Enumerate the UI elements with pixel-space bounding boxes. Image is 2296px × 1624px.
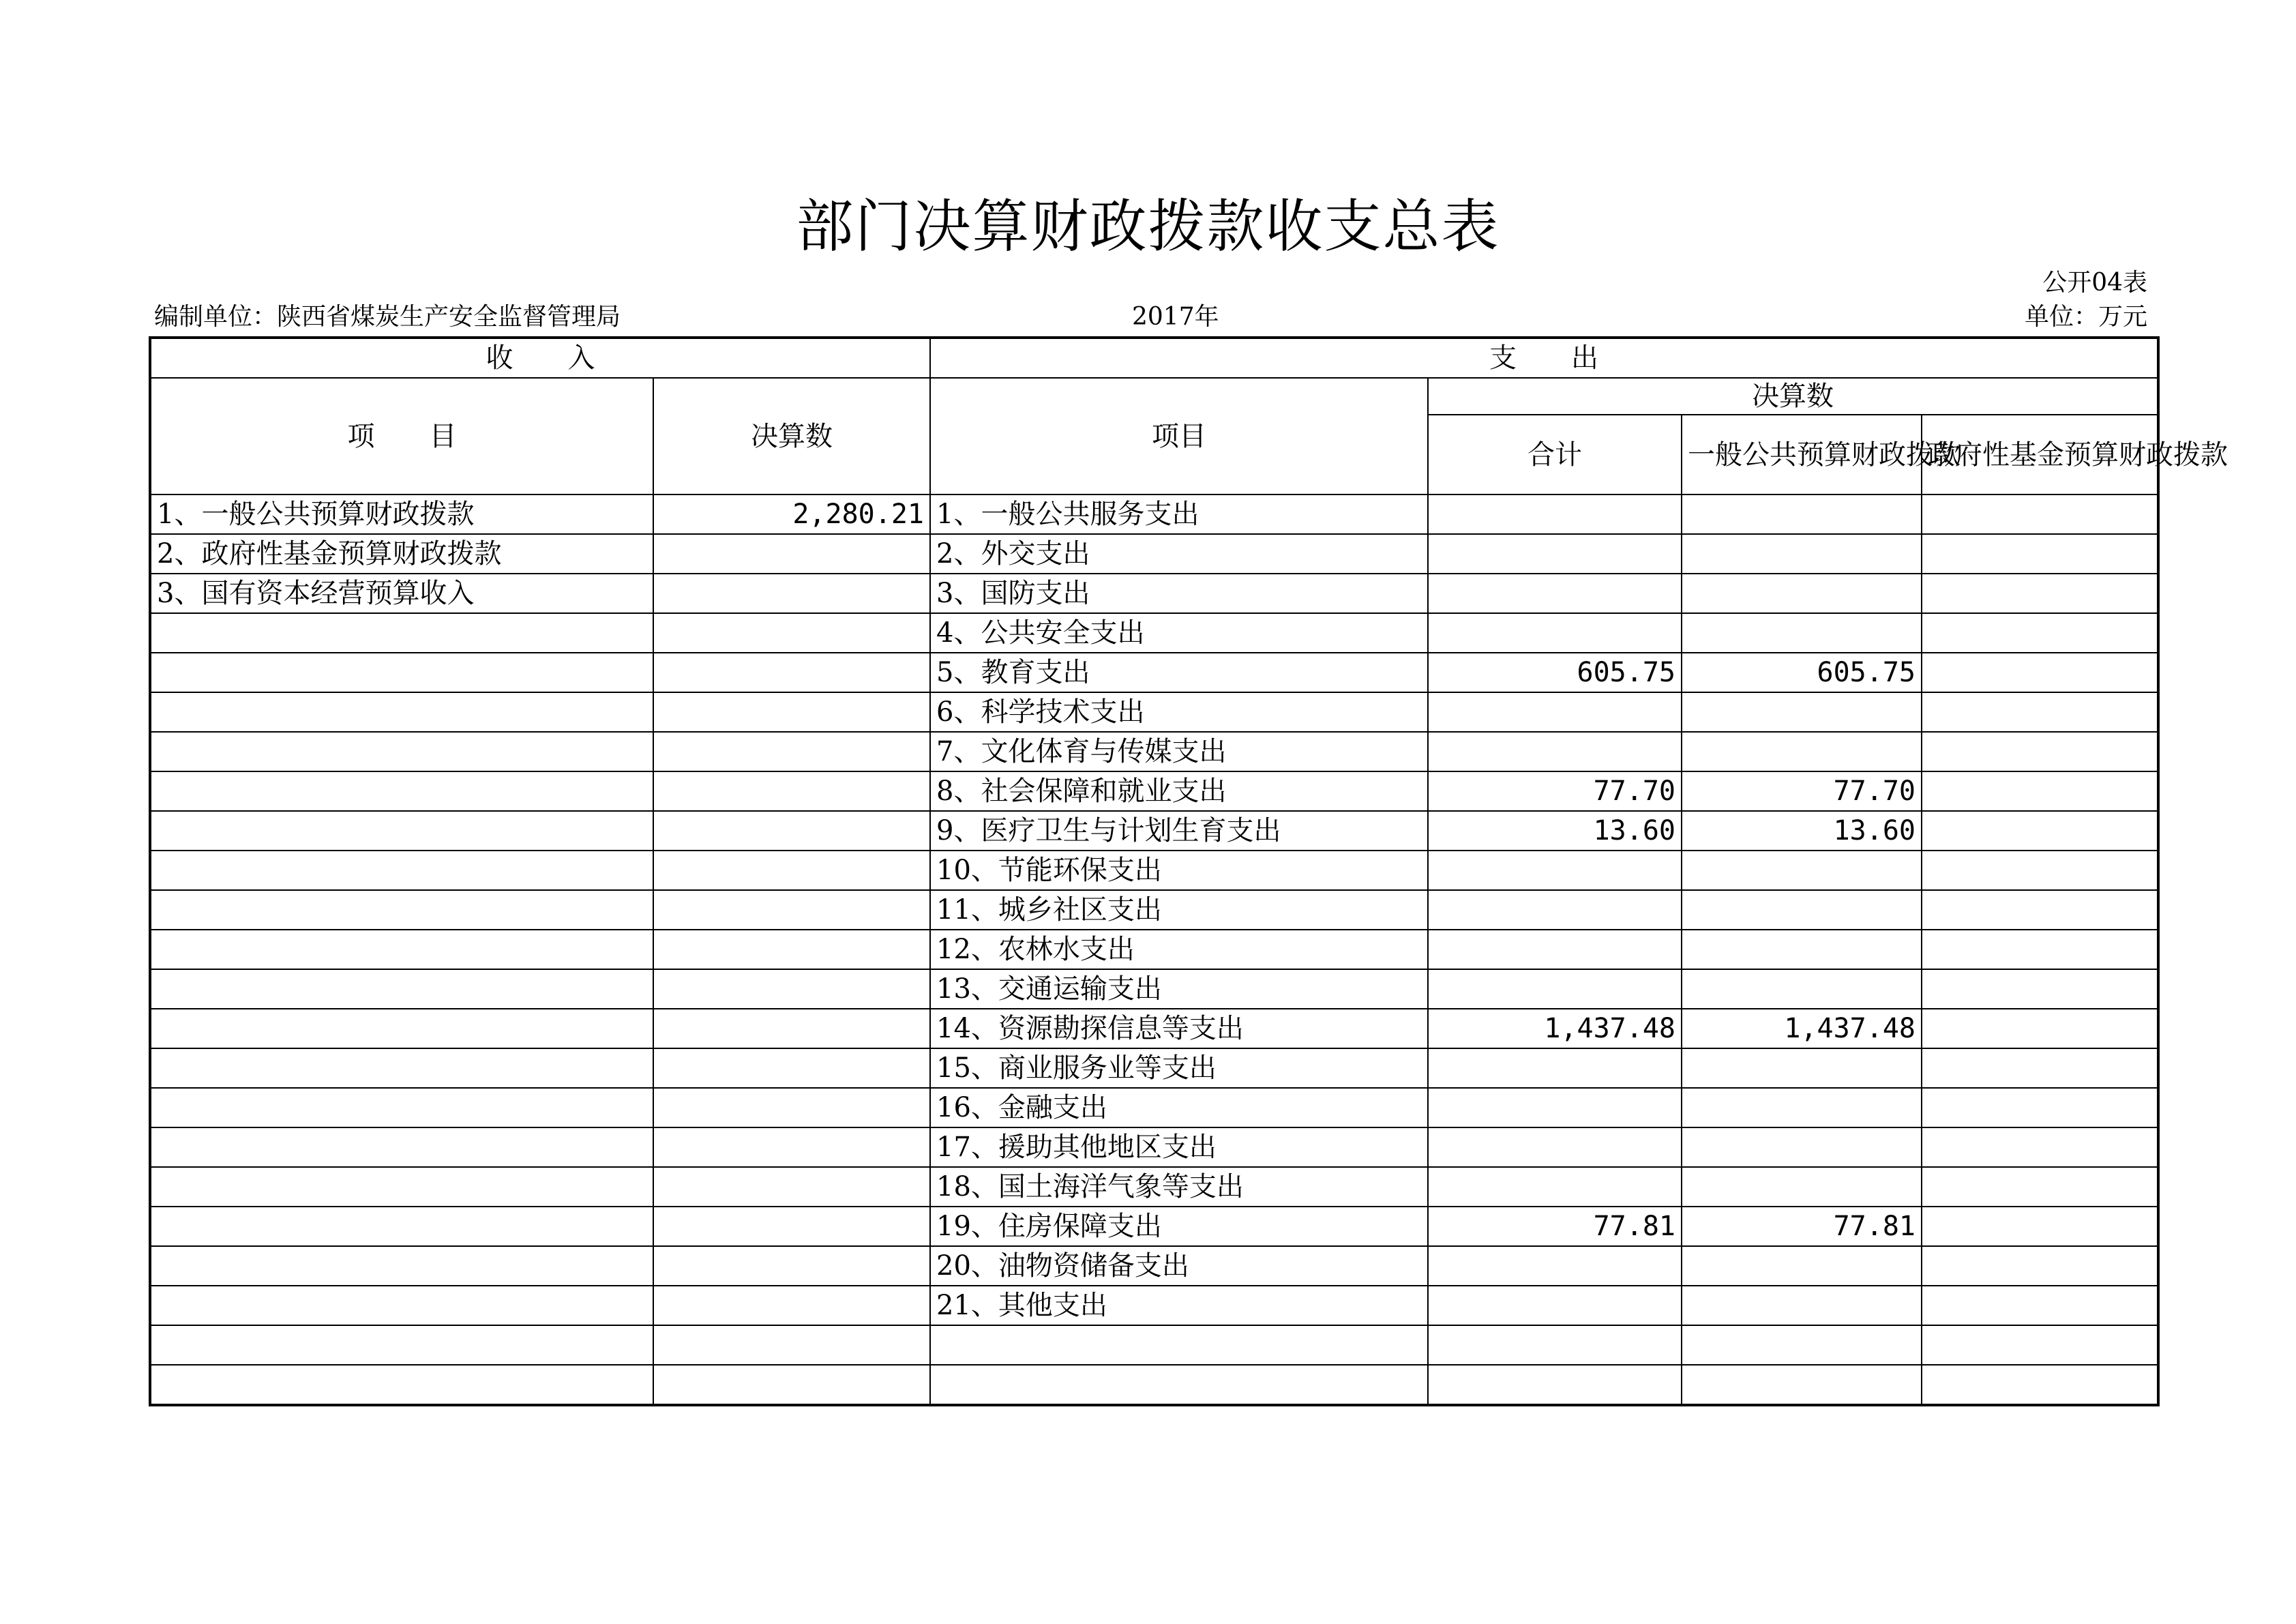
general-budget-cell	[1682, 613, 1922, 653]
general-budget-cell	[1682, 692, 1922, 732]
table-row	[150, 1325, 2158, 1365]
general-budget-cell	[1682, 1286, 1922, 1325]
expense-item-cell	[930, 1365, 1428, 1405]
table-row	[150, 1286, 2158, 1325]
expense-total-cell	[1428, 890, 1682, 930]
expense-item-cell: 3、国防支出	[930, 574, 1428, 613]
expense-item-cell: 15、商业服务业等支出	[930, 1048, 1428, 1088]
gov-fund-cell	[1922, 851, 2158, 890]
fiscal-appropriation-table	[149, 336, 2228, 1406]
expense-item-cell: 18、国土海洋气象等支出	[930, 1167, 1428, 1207]
table-row	[150, 732, 2158, 771]
table-row	[150, 1009, 2158, 1048]
income-item-cell: 2、政府性基金预算财政拨款	[150, 534, 653, 574]
income-amount-cell	[653, 653, 930, 692]
income-item-cell	[150, 1167, 653, 1207]
income-item-cell	[150, 1325, 653, 1365]
report-year: 2017年	[1132, 303, 1219, 331]
income-item-cell	[150, 811, 653, 851]
expense-item-cell: 20、油物资储备支出	[930, 1246, 1428, 1286]
expense-item-cell: 9、医疗卫生与计划生育支出	[930, 811, 1428, 851]
table-row	[150, 494, 2158, 534]
expense-total-cell	[1428, 1088, 1682, 1127]
expense-total-cell: 605.75	[1428, 653, 1682, 692]
expense-item-cell: 6、科学技术支出	[930, 692, 1428, 732]
income-amount-cell	[653, 1246, 930, 1286]
table-row	[150, 1167, 2158, 1207]
income-item-cell	[150, 1088, 653, 1127]
gov-fund-cell	[1922, 1009, 2158, 1048]
income-item-cell	[150, 732, 653, 771]
expense-total-cell	[1428, 692, 1682, 732]
table-row	[150, 930, 2158, 969]
expense-amount-header: 决算数	[1428, 378, 2158, 415]
gov-fund-cell	[1922, 534, 2158, 574]
expense-total-cell	[1428, 613, 1682, 653]
general-budget-cell: 77.81	[1682, 1207, 1922, 1246]
general-budget-cell	[1682, 732, 1922, 771]
income-amount-cell	[653, 1009, 930, 1048]
income-item-cell: 3、国有资本经营预算收入	[150, 574, 653, 613]
expense-total-cell	[1428, 1246, 1682, 1286]
income-amount-cell	[653, 732, 930, 771]
general-budget-cell	[1682, 1365, 1922, 1405]
income-item-cell	[150, 1009, 653, 1048]
expense-item-cell: 12、农林水支出	[930, 930, 1428, 969]
general-budget-cell	[1682, 1127, 1922, 1167]
reporting-unit: 编制单位：陕西省煤炭生产安全监督管理局	[154, 303, 621, 331]
expense-total-cell	[1428, 969, 1682, 1009]
expense-item-cell: 2、外交支出	[930, 534, 1428, 574]
expense-item-cell: 16、金融支出	[930, 1088, 1428, 1127]
general-budget-cell	[1682, 1246, 1922, 1286]
table-row	[150, 811, 2158, 851]
income-item-cell	[150, 692, 653, 732]
expense-total-cell: 1,437.48	[1428, 1009, 1682, 1048]
income-item-cell	[150, 1286, 653, 1325]
gov-fund-cell	[1922, 1207, 2158, 1246]
income-item-cell	[150, 771, 653, 811]
table-row	[150, 613, 2158, 653]
gov-fund-cell	[1922, 930, 2158, 969]
income-amount-cell	[653, 692, 930, 732]
table-row	[150, 534, 2158, 574]
currency-unit: 单位：万元	[2024, 303, 2147, 331]
gov-fund-cell	[1922, 1286, 2158, 1325]
gov-fund-cell	[1922, 692, 2158, 732]
gov-fund-cell	[1922, 1088, 2158, 1127]
general-budget-cell	[1682, 1325, 1922, 1365]
gov-fund-cell	[1922, 890, 2158, 930]
general-budget-cell	[1682, 1088, 1922, 1127]
income-item-cell	[150, 1048, 653, 1088]
expense-total-cell	[1428, 1325, 1682, 1365]
general-budget-cell	[1682, 969, 1922, 1009]
income-amount-cell	[653, 1167, 930, 1207]
income-amount-cell	[653, 890, 930, 930]
income-amount-cell	[653, 1088, 930, 1127]
expense-total-cell	[1428, 534, 1682, 574]
expense-total-cell	[1428, 930, 1682, 969]
income-amount-cell	[653, 574, 930, 613]
table-row	[150, 851, 2158, 890]
income-item-cell	[150, 1365, 653, 1405]
expense-item-cell: 14、资源勘探信息等支出	[930, 1009, 1428, 1048]
expense-total-cell	[1428, 1286, 1682, 1325]
income-item-cell: 1、一般公共预算财政拨款	[150, 494, 653, 534]
gov-fund-cell	[1922, 653, 2158, 692]
income-amount-cell	[653, 534, 930, 574]
general-budget-cell	[1682, 574, 1922, 613]
income-amount-cell: 2,280.21	[653, 494, 930, 534]
expense-item-cell: 10、节能环保支出	[930, 851, 1428, 890]
general-budget-cell	[1682, 851, 1922, 890]
income-amount-cell	[653, 613, 930, 653]
income-amount-cell	[653, 969, 930, 1009]
income-amount-cell	[653, 1325, 930, 1365]
expense-item-cell: 8、社会保障和就业支出	[930, 771, 1428, 811]
table-row	[150, 890, 2158, 930]
expense-item-cell: 13、交通运输支出	[930, 969, 1428, 1009]
expense-total-cell: 77.70	[1428, 771, 1682, 811]
expense-item-header: 项目	[930, 378, 1428, 494]
general-budget-cell: 13.60	[1682, 811, 1922, 851]
gov-fund-cell	[1922, 1167, 2158, 1207]
expense-section-header: 支 出	[930, 338, 2158, 378]
income-item-cell	[150, 851, 653, 890]
table-row	[150, 1088, 2158, 1127]
income-amount-cell	[653, 1048, 930, 1088]
expense-item-cell: 4、公共安全支出	[930, 613, 1428, 653]
table-row	[150, 1048, 2158, 1088]
table-row	[150, 692, 2158, 732]
general-budget-cell	[1682, 1048, 1922, 1088]
gov-fund-cell	[1922, 1325, 2158, 1365]
gov-fund-cell	[1922, 1048, 2158, 1088]
table-row	[150, 1207, 2158, 1246]
table-row	[150, 1365, 2158, 1405]
gov-fund-cell	[1922, 1127, 2158, 1167]
table-row	[150, 969, 2158, 1009]
income-amount-cell	[653, 811, 930, 851]
expense-item-cell: 1、一般公共服务支出	[930, 494, 1428, 534]
general-budget-header: 一般公共预算财政拨款	[1682, 415, 1922, 494]
page-title: 部门决算财政拨款收支总表	[796, 193, 1500, 260]
income-amount-cell	[653, 930, 930, 969]
expense-total-cell	[1428, 732, 1682, 771]
table-row	[150, 574, 2158, 613]
table-row	[150, 771, 2158, 811]
general-budget-cell	[1682, 930, 1922, 969]
expense-total-cell	[1428, 851, 1682, 890]
income-amount-header: 决算数	[653, 378, 930, 494]
expense-total-cell	[1428, 494, 1682, 534]
gov-fund-header: 政府性基金预算财政拨款	[1922, 415, 2158, 494]
income-amount-cell	[653, 771, 930, 811]
expense-item-cell	[930, 1325, 1428, 1365]
general-budget-cell: 1,437.48	[1682, 1009, 1922, 1048]
gov-fund-cell	[1922, 1246, 2158, 1286]
expense-total-cell	[1428, 574, 1682, 613]
gov-fund-cell	[1922, 732, 2158, 771]
general-budget-cell	[1682, 1167, 1922, 1207]
general-budget-cell	[1682, 494, 1922, 534]
total-header: 合计	[1428, 415, 1682, 494]
income-amount-cell	[653, 1365, 930, 1405]
expense-item-cell: 17、援助其他地区支出	[930, 1127, 1428, 1167]
gov-fund-cell	[1922, 1365, 2158, 1405]
income-item-cell	[150, 1127, 653, 1167]
expense-total-cell	[1428, 1167, 1682, 1207]
income-item-cell	[150, 890, 653, 930]
expense-total-cell: 77.81	[1428, 1207, 1682, 1246]
expense-total-cell	[1428, 1365, 1682, 1405]
gov-fund-cell	[1922, 574, 2158, 613]
income-amount-cell	[653, 1127, 930, 1167]
general-budget-cell	[1682, 534, 1922, 574]
expense-total-cell: 13.60	[1428, 811, 1682, 851]
expense-total-cell	[1428, 1127, 1682, 1167]
expense-item-cell: 5、教育支出	[930, 653, 1428, 692]
expense-item-cell: 21、其他支出	[930, 1286, 1428, 1325]
table-row	[150, 653, 2158, 692]
general-budget-cell: 77.70	[1682, 771, 1922, 811]
income-item-cell	[150, 653, 653, 692]
income-amount-cell	[653, 851, 930, 890]
income-amount-cell	[653, 1286, 930, 1325]
form-number: 公开04表	[2042, 269, 2147, 297]
income-section-header: 收 入	[150, 338, 930, 378]
income-item-cell	[150, 930, 653, 969]
income-amount-cell	[653, 1207, 930, 1246]
table-row	[150, 1127, 2158, 1167]
expense-item-cell: 7、文化体育与传媒支出	[930, 732, 1428, 771]
income-item-cell	[150, 1207, 653, 1246]
table-row	[150, 1246, 2158, 1286]
gov-fund-cell	[1922, 494, 2158, 534]
gov-fund-cell	[1922, 969, 2158, 1009]
income-item-cell	[150, 613, 653, 653]
gov-fund-cell	[1922, 771, 2158, 811]
gov-fund-cell	[1922, 811, 2158, 851]
expense-item-cell: 11、城乡社区支出	[930, 890, 1428, 930]
general-budget-cell: 605.75	[1682, 653, 1922, 692]
expense-item-cell: 19、住房保障支出	[930, 1207, 1428, 1246]
expense-total-cell	[1428, 1048, 1682, 1088]
income-item-cell	[150, 969, 653, 1009]
income-item-header: 项 目	[150, 378, 653, 494]
gov-fund-cell	[1922, 613, 2158, 653]
income-item-cell	[150, 1246, 653, 1286]
general-budget-cell	[1682, 890, 1922, 930]
